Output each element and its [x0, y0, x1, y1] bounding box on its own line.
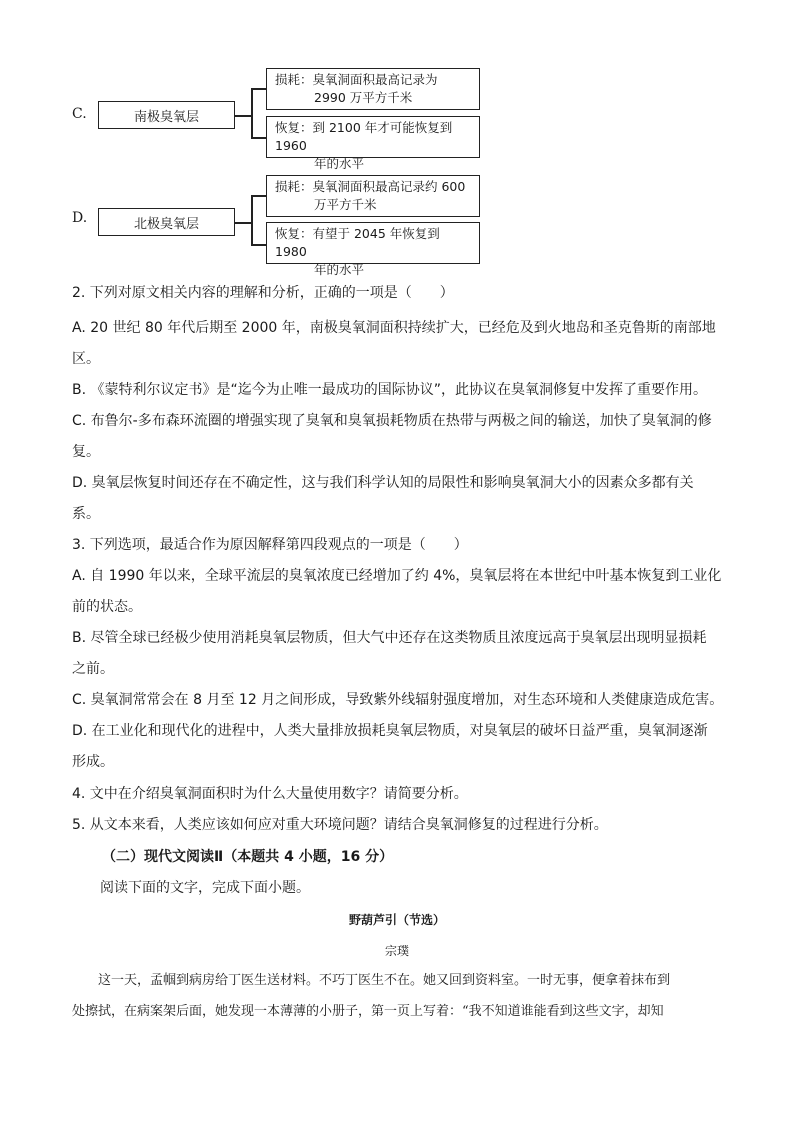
connector — [251, 195, 253, 245]
loss-box-antarctic: 损耗：臭氧洞面积最高记录为 2990 万平方千米 — [266, 68, 480, 110]
question-5: 5. 从文本来看，人类应该如何应对重大环境问题？请结合臭氧洞修复的过程进行分析。 — [72, 817, 608, 833]
connector — [235, 115, 251, 117]
q2-option-c-line2: 复。 — [72, 444, 100, 460]
q2-option-c-line1: C. 布鲁尔-多布森环流圈的增强实现了臭氧和臭氧损耗物质在热带与两极之间的输送，加快了臭氧洞的修 — [72, 413, 712, 429]
section-instruction: 阅读下面的文字，完成下面小题。 — [100, 880, 310, 896]
question-3-stem: 3. 下列选项，最适合作为原因解释第四段观点的一项是（ ） — [72, 537, 468, 553]
q3-option-d-line1: D. 在工业化和现代化的进程中，人类大量排放损耗臭氧层物质，对臭氧层的破坏日益严重，臭氧洞逐渐 — [72, 723, 708, 739]
section-heading: （二）现代文阅读Ⅱ（本题共 4 小题，16 分） — [102, 849, 394, 865]
story-paragraph-line1: 这一天，孟帼到病房给丁医生送材料。不巧丁医生不在。她又回到资料室。一时无事，便拿着抹布到 — [72, 973, 671, 988]
loss-box-arctic: 损耗：臭氧洞面积最高记录约 600 万平方千米 — [266, 175, 480, 217]
main-box-antarctic: 南极臭氧层 — [98, 101, 235, 129]
connector — [251, 88, 253, 138]
main-box-arctic: 北极臭氧层 — [98, 208, 235, 236]
q2-option-d-line2: 系。 — [72, 506, 100, 522]
option-label-c: C. — [72, 106, 87, 122]
q3-option-b-line1: B. 尽管全球已经极少使用消耗臭氧层物质，但大气中还存在这类物质且浓度远高于臭氧层出现明显损耗 — [72, 630, 707, 646]
connector — [235, 222, 251, 224]
q3-option-b-line2: 之前。 — [72, 661, 114, 677]
q3-option-c-line1: C. 臭氧洞常常会在 8 月至 12 月之间形成，导致紫外线辐射强度增加，对生态环境和人类健康造成危害。 — [72, 692, 724, 708]
q2-option-a-line1: A. 20 世纪 80 年代后期至 2000 年，南极臭氧洞面积持续扩大，已经危及到火地岛和圣克鲁斯的南部地 — [72, 320, 716, 336]
q3-option-a-line1: A. 自 1990 年以来，全球平流层的臭氧浓度已经增加了约 4%，臭氧层将在本世纪中叶基本恢复到工业化 — [72, 568, 722, 584]
q2-option-b-line1: B. 《蒙特利尔议定书》是“迄今为止唯一最成功的国际协议”，此协议在臭氧洞修复中发挥了重要作用。 — [72, 382, 708, 398]
recover-box-antarctic: 恢复：到 2100 年才可能恢复到 1960 年的水平 — [266, 116, 480, 158]
option-label-d: D. — [72, 210, 88, 226]
q3-option-d-line2: 形成。 — [72, 754, 114, 770]
story-title: 野葫芦引（节选） — [348, 913, 445, 927]
connector — [251, 195, 266, 197]
connector — [251, 137, 266, 139]
q2-option-a-line2: 区。 — [72, 351, 100, 367]
story-paragraph-line2: 处擦拭，在病案架后面，她发现一本薄薄的小册子，第一页上写着：“我不知道谁能看到这些文字，却知 — [72, 1004, 664, 1019]
recover-box-arctic: 恢复：有望于 2045 年恢复到 1980 年的水平 — [266, 222, 480, 264]
q2-option-d-line1: D. 臭氧层恢复时间还存在不确定性，这与我们科学认知的局限性和影响臭氧洞大小的因素众多都有关 — [72, 475, 694, 491]
question-2-stem: 2. 下列对原文相关内容的理解和分析，正确的一项是（ ） — [72, 285, 454, 301]
q3-option-a-line2: 前的状态。 — [72, 599, 142, 615]
connector — [251, 88, 266, 90]
story-author: 宗璞 — [384, 944, 409, 958]
connector — [251, 244, 266, 246]
question-4: 4. 文中在介绍臭氧洞面积时为什么大量使用数字？请简要分析。 — [72, 786, 468, 802]
